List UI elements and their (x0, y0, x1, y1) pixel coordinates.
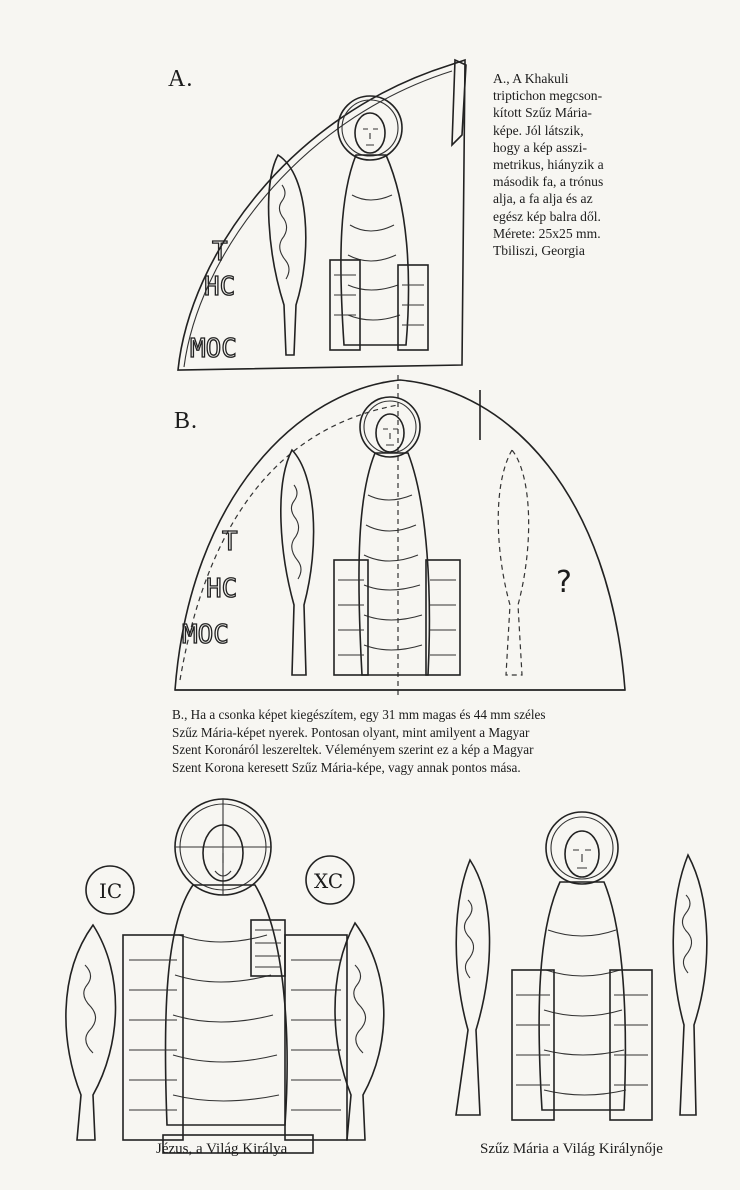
medallion-ic: IC (99, 879, 123, 903)
caption-line: metrikus, hiányzik a (493, 157, 604, 173)
caption-line: Tbiliszi, Georgia (493, 243, 585, 259)
caption-line: B., Ha a csonka képet kiegészítem, egy 31 mm magas és 44 mm széles (172, 707, 546, 722)
panel-b-drawing (170, 375, 630, 700)
mary-enthroned-drawing (440, 810, 720, 1140)
panel-b-label: B. (174, 408, 199, 434)
medallion-xc: XC (314, 869, 344, 893)
caption-line: triptichon megcson- (493, 88, 603, 104)
caption-line: hogy a kép asszi- (493, 139, 587, 155)
inscription-line-1: T (222, 527, 238, 557)
panel-a-caption (493, 70, 635, 259)
inscription-line-3: MOC (190, 334, 237, 364)
question-mark: ? (556, 565, 572, 600)
panel-a-drawing (170, 55, 480, 375)
inscription-line-3: MOC (182, 620, 229, 650)
caption-line: Szűz Mária-képet nyerek. Pontosan olyant, mint amilyent a Magyar (172, 724, 530, 740)
caption-line: Szent Korona keresett Szűz Mária-képe, vagy annak pontos mása. (172, 759, 521, 775)
jesus-enthroned-drawing (55, 795, 405, 1160)
panel-b-caption (172, 706, 612, 776)
inscription-line-1: T (212, 237, 228, 267)
inscription-line-2: HC (204, 272, 236, 302)
caption-line: A., A Khakuli (493, 71, 569, 86)
jesus-caption: Jézus, a Világ Királya (156, 1141, 288, 1157)
caption-line: kított Szűz Mária- (493, 105, 592, 121)
mary-caption: Szűz Mária a Világ Királynője (480, 1141, 663, 1157)
caption-line: Mérete: 25x25 mm. (493, 225, 601, 241)
caption-line: Szent Koronáról leszereltek. Véleményem szerint ez a kép a Magyar (172, 742, 534, 758)
caption-line: egész kép balra dől. (493, 208, 601, 224)
caption-line: alja, a fa alja és az (493, 191, 593, 207)
panel-a-label: A. (168, 66, 194, 92)
caption-line: második fa, a trónus (493, 174, 604, 190)
inscription-line-2: HC (206, 574, 238, 604)
caption-line: képe. Jól látszik, (493, 122, 584, 138)
